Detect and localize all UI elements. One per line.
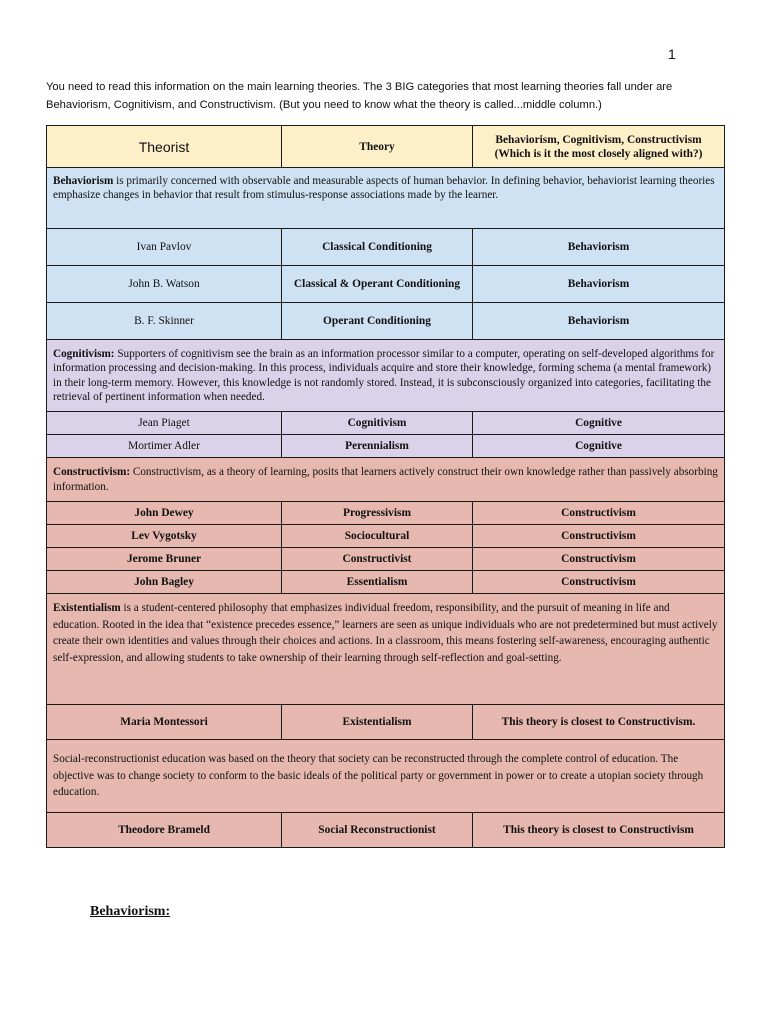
theory-cell: Classical & Operant Conditioning [282, 266, 473, 303]
learning-theories-table [46, 125, 725, 848]
theory-cell: Essentialism [282, 571, 473, 594]
existentialism-description-row [47, 594, 725, 705]
constructivism-text: Constructivism, as a theory of learning, posits that learners actively construct their own knowledge rather than passively absorbing information. [53, 466, 718, 493]
table-row [47, 502, 725, 525]
table-row [47, 435, 725, 458]
existentialism-text: is a student-centered philosophy that emphasizes individual freedom, responsibility, and the pursuit of meaning in life and education. Rooted in the idea that “existence precedes essence,” learners are seen as unique individuals who are not predetermined but must actively create their own identities and values through their choices and actions. In a classroom, this means fostering self-awareness, encouraging authentic self-expression, and allowing students to take ownership of their learning through self-reflection and goal-setting. [53, 602, 718, 664]
theorist-cell: Theodore Brameld [47, 813, 282, 848]
theorist-cell: Jean Piaget [47, 412, 282, 435]
category-cell: Cognitive [473, 435, 725, 458]
behaviorism-description [47, 168, 725, 229]
theorist-cell: Lev Vygotsky [47, 525, 282, 548]
cognitivism-text: Supporters of cognitivism see the brain as an information processor similar to a computer, operating on self-developed algorithms for information processing and decision-making. In this process, individuals acquire and store their knowledge, forming schema (a mental framework) in their long-term memory. However, this knowledge is not randomly stored. Instead, it is subconsciously organized into categories, facilitating the retrieval of pertinent information when needed. [53, 347, 715, 403]
constructivism-description-row [47, 458, 725, 502]
behaviorism-text: is primarily concerned with observable and measurable aspects of human behavior. In defining behavior, behaviorist learning theories emphasize changes in behavior that result from stimulus-response associations made by the learner. [53, 175, 715, 202]
theorist-cell: John Bagley [47, 571, 282, 594]
category-cell: Constructivism [473, 525, 725, 548]
category-cell: Behaviorism [473, 303, 725, 340]
category-cell: Cognitive [473, 412, 725, 435]
theorist-cell: Mortimer Adler [47, 435, 282, 458]
table-row [47, 548, 725, 571]
table-row [47, 229, 725, 266]
table-header-row [47, 126, 725, 168]
category-cell: Constructivism [473, 502, 725, 525]
constructivism-description [47, 458, 725, 502]
header-theorist: Theorist [47, 126, 282, 168]
constructivism-term: Constructivism: [53, 466, 131, 479]
cognitivism-description [47, 340, 725, 412]
intro-text: You need to read this information on the main learning theories. The 3 BIG categories that most learning theories fall under are Behaviorism, Cognitivism, and Constructivism. (But you need to know what the theory is called...middle column.) [46, 81, 673, 111]
page-number: 1 [668, 46, 676, 62]
behaviorism-description-row [47, 168, 725, 229]
category-cell: This theory is closest to Constructivism [473, 813, 725, 848]
reconstructionism-description-row [47, 740, 725, 813]
table-row [47, 412, 725, 435]
behaviorism-heading: Behaviorism: [90, 904, 171, 919]
table-row [47, 266, 725, 303]
table-row [47, 571, 725, 594]
behaviorism-term: Behaviorism [53, 175, 114, 187]
theory-cell: Classical Conditioning [282, 229, 473, 266]
category-cell: Behaviorism [473, 229, 725, 266]
header-theory: Theory [282, 126, 473, 168]
theory-cell: Sociocultural [282, 525, 473, 548]
category-cell: Behaviorism [473, 266, 725, 303]
theorist-cell: Ivan Pavlov [47, 229, 282, 266]
category-cell: This theory is closest to Constructivism. [473, 705, 725, 740]
existentialism-term: Existentialism [53, 602, 121, 614]
theory-cell: Existentialism [282, 705, 473, 740]
cognitivism-description-row [47, 340, 725, 412]
existentialism-description [47, 594, 725, 705]
cognitivism-term: Cognitivism: [53, 347, 115, 360]
theory-cell: Cognitivism [282, 412, 473, 435]
reconstructionism-description: Social-reconstructionist education was based on the theory that society can be reconstructed through the complete control of education. The objective was to change society to conform to the basic ideals of the political party or government in power or to create a utopian society through education. [47, 740, 725, 813]
theory-cell: Progressivism [282, 502, 473, 525]
theory-cell: Perennialism [282, 435, 473, 458]
category-cell: Constructivism [473, 571, 725, 594]
table-row [47, 525, 725, 548]
theorist-cell: Maria Montessori [47, 705, 282, 740]
theorist-cell: John B. Watson [47, 266, 282, 303]
header-alignment: Behaviorism, Cognitivism, Constructivism (Which is it the most closely aligned with?) [473, 126, 725, 168]
table-row [47, 705, 725, 740]
category-cell: Constructivism [473, 548, 725, 571]
theory-cell: Constructivist [282, 548, 473, 571]
table-row [47, 813, 725, 848]
table-row [47, 303, 725, 340]
theory-cell: Social Reconstructionist [282, 813, 473, 848]
theory-cell: Operant Conditioning [282, 303, 473, 340]
theorist-cell: Jerome Bruner [47, 548, 282, 571]
theorist-cell: B. F. Skinner [47, 303, 282, 340]
theorist-cell: John Dewey [47, 502, 282, 525]
